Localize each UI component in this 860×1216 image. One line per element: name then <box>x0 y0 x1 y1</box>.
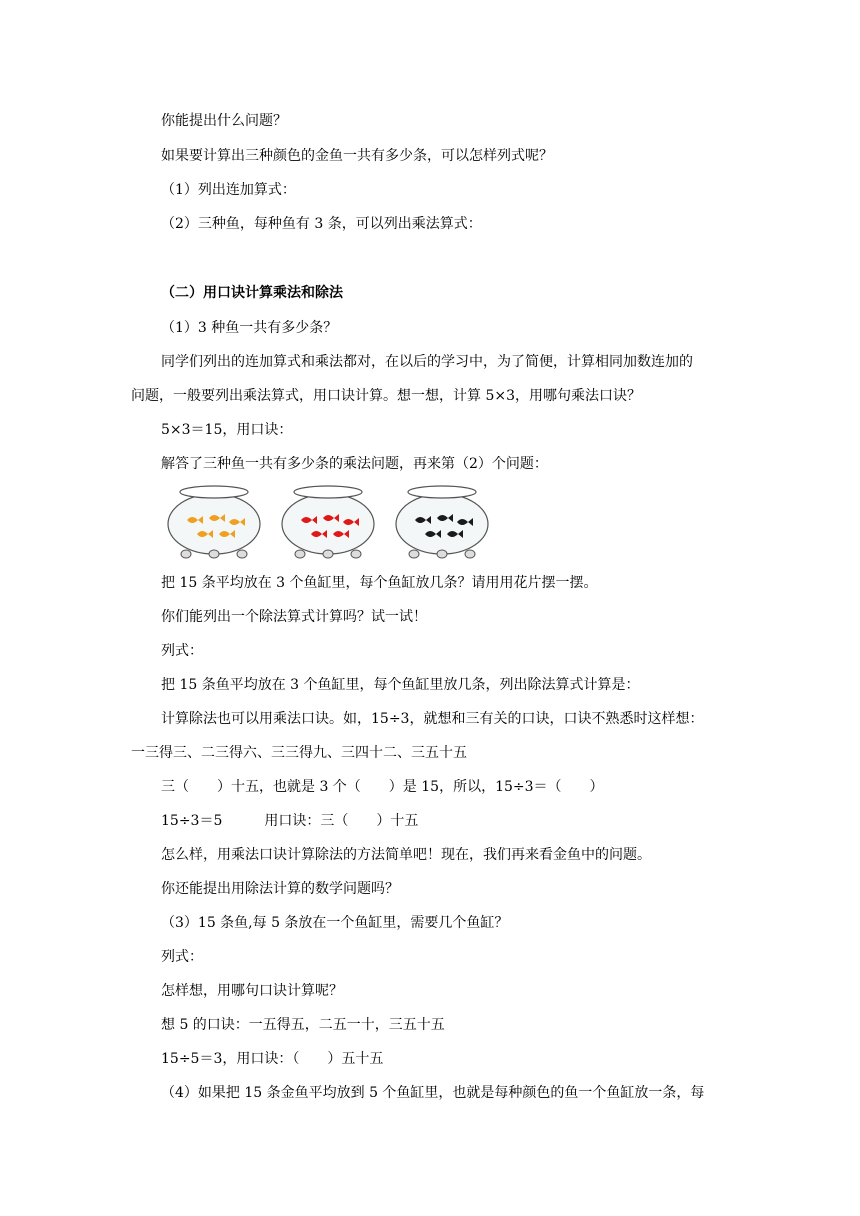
paragraph: 你们能列出一个除法算式计算吗？试一试！ <box>161 609 427 625</box>
paragraph: 三（ ）十五，也就是 3 个（ ）是 15，所以，15÷3＝（ ） <box>161 779 604 795</box>
paragraph: 解答了三种鱼一共有多少条的乘法问题，再来第（2）个问题： <box>161 456 548 472</box>
fish-bowl <box>282 486 374 558</box>
bowl-rim <box>294 486 362 498</box>
fish-bowl <box>168 486 260 558</box>
paragraph: 列式： <box>161 949 203 965</box>
list-item: （1）列出连加算式： <box>161 182 296 198</box>
bowl-foot <box>409 550 419 558</box>
paragraph: 把 15 条平均放在 3 个鱼缸里，每个鱼缸放几条？请用用花片摆一摆。 <box>161 575 598 591</box>
paragraph: 一三得三、二三得六、三三得九、三四十二、三五十五 <box>131 745 467 761</box>
paragraph: 问题，一般要列出乘法算式，用口诀计算。想一想，计算 5×3，用哪句乘法口诀？ <box>131 388 641 404</box>
paragraph: 计算除法也可以用乘法口诀。如，15÷3，就想和三有关的口诀，口诀不熟悉时这样想： <box>161 711 704 727</box>
paragraph: 同学们列出的连加算式和乘法都对，在以后的学习中，为了简便，计算相同加数连加的 <box>161 354 693 370</box>
bowl-foot <box>465 550 475 558</box>
bowl-body <box>282 494 374 554</box>
paragraph: 想 5 的口诀：一五得五，二五一十，三五十五 <box>161 1017 445 1033</box>
list-item: （4）如果把 15 条金鱼平均放到 5 个鱼缸里，也就是每种颜色的鱼一个鱼缸放一条，每 <box>161 1085 705 1101</box>
bowl-foot <box>295 550 305 558</box>
list-item: （1）3 种鱼一共有多少条？ <box>161 320 338 336</box>
list-item: （3）15 条鱼,每 5 条放在一个鱼缸里，需要几个鱼缸？ <box>161 915 509 931</box>
bowl-foot <box>209 550 219 558</box>
paragraph: 列式： <box>161 643 203 659</box>
bowl-body <box>168 494 260 554</box>
paragraph: 怎样想，用哪句口诀计算呢？ <box>161 983 343 999</box>
bowl-foot <box>237 550 247 558</box>
bowl-rim <box>180 486 248 498</box>
section-heading: （二）用口诀计算乘法和除法 <box>161 285 343 301</box>
paragraph: 你还能提出用除法计算的数学问题吗？ <box>161 881 399 897</box>
paragraph: 15÷3＝5 用口诀：三（ ）十五 <box>161 813 419 829</box>
paragraph: 如果要计算出三种颜色的金鱼一共有多少条，可以怎样列式呢？ <box>161 148 553 164</box>
paragraph: 怎么样，用乘法口诀计算除法的方法简单吧！现在，我们再来看金鱼中的问题。 <box>161 847 651 863</box>
paragraph: 你能提出什么问题？ <box>161 113 287 129</box>
bowl-foot <box>323 550 333 558</box>
bowl-body <box>396 494 488 554</box>
bowl-foot <box>181 550 191 558</box>
bowl-foot <box>437 550 447 558</box>
bowl-rim <box>408 486 476 498</box>
bowl-foot <box>351 550 361 558</box>
fish-bowl <box>396 486 488 558</box>
paragraph: 5×3＝15，用口诀： <box>161 422 293 438</box>
paragraph: 把 15 条鱼平均放在 3 个鱼缸里，每个鱼缸里放几条，列出除法算式计算是： <box>161 677 640 693</box>
list-item: （2）三种鱼，每种鱼有 3 条，可以列出乘法算式： <box>161 216 482 232</box>
fish-bowls-illustration <box>166 482 498 560</box>
paragraph: 15÷5＝3，用口诀：（ ）五十五 <box>161 1051 384 1067</box>
